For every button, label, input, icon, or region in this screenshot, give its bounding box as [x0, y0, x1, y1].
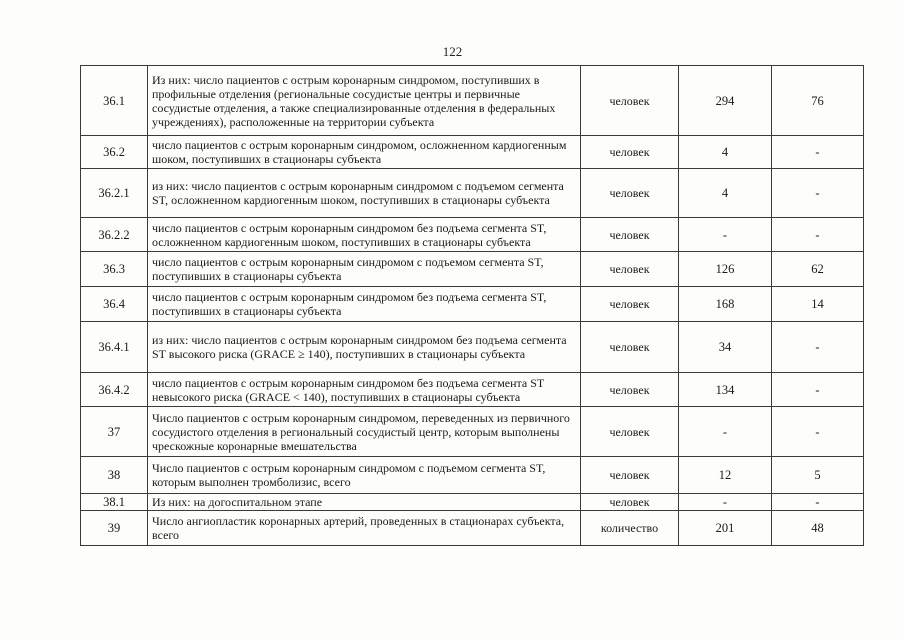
- value-1-cell: -: [679, 407, 772, 457]
- value-2-cell: -: [772, 494, 864, 511]
- value-2-cell: -: [772, 407, 864, 457]
- indicator-description-cell: Число пациентов с острым коронарным синдромом с подъемом сегмента ST, которым выполнен тромболизис, всего: [148, 457, 581, 494]
- value-2-cell: -: [772, 322, 864, 373]
- row-number-cell: 36.4: [81, 287, 148, 322]
- unit-cell: человек: [581, 252, 679, 287]
- row-number-cell: 38: [81, 457, 148, 494]
- indicator-description-cell: Из них: на догоспитальном этапе: [148, 494, 581, 511]
- statistics-table-body: [81, 66, 864, 546]
- value-1-cell: 168: [679, 287, 772, 322]
- unit-cell: человек: [581, 457, 679, 494]
- unit-cell: человек: [581, 218, 679, 252]
- value-2-cell: -: [772, 218, 864, 252]
- indicator-description-cell: из них: число пациентов с острым коронарным синдромом без подъема сегмента ST высокого риска (GRACE ≥ 140), поступивших в стационары субъекта: [148, 322, 581, 373]
- unit-cell: человек: [581, 322, 679, 373]
- value-1-cell: -: [679, 218, 772, 252]
- table-row: [81, 66, 864, 136]
- unit-cell: человек: [581, 169, 679, 218]
- value-1-cell: 201: [679, 511, 772, 546]
- value-1-cell: 4: [679, 136, 772, 169]
- unit-cell: человек: [581, 373, 679, 407]
- table-row: [81, 169, 864, 218]
- indicator-description-cell: Число пациентов с острым коронарным синдромом, переведенных из первичного сосудистого отделения в региональный сосудистый центр, которым выполнены чрескожные коронарные вмешательства: [148, 407, 581, 457]
- table-row: [81, 287, 864, 322]
- indicator-description-cell: Из них: число пациентов с острым коронарным синдромом, поступивших в профильные отделения (региональные сосудистые центры и первичные сосудистые отделения, а также специализированные отделения в федеральных учреждениях), расположенные на территории субъекта: [148, 66, 581, 136]
- table-row: [81, 494, 864, 511]
- row-number-cell: 37: [81, 407, 148, 457]
- row-number-cell: 36.2: [81, 136, 148, 169]
- row-number-cell: 36.3: [81, 252, 148, 287]
- row-number-cell: 36.4.1: [81, 322, 148, 373]
- row-number-cell: 36.2.2: [81, 218, 148, 252]
- table-row: [81, 373, 864, 407]
- unit-cell: человек: [581, 287, 679, 322]
- table-row: [81, 252, 864, 287]
- row-number-cell: 36.2.1: [81, 169, 148, 218]
- table-row: [81, 322, 864, 373]
- table-row: [81, 218, 864, 252]
- indicator-description-cell: число пациентов с острым коронарным синдромом без подъема сегмента ST, осложненном кардиогенным шоком, поступивших в стационары субъекта: [148, 218, 581, 252]
- value-2-cell: 5: [772, 457, 864, 494]
- unit-cell: человек: [581, 407, 679, 457]
- indicator-description-cell: число пациентов с острым коронарным синдромом без подъема сегмента ST невысокого риска (GRACE < 140), поступивших в стационары субъекта: [148, 373, 581, 407]
- table-row: [81, 511, 864, 546]
- value-1-cell: 126: [679, 252, 772, 287]
- unit-cell: человек: [581, 66, 679, 136]
- value-1-cell: 34: [679, 322, 772, 373]
- value-1-cell: 12: [679, 457, 772, 494]
- row-number-cell: 39: [81, 511, 148, 546]
- unit-cell: человек: [581, 136, 679, 169]
- page-number: 122: [442, 44, 463, 59]
- value-1-cell: -: [679, 494, 772, 511]
- row-number-cell: 38.1: [81, 494, 148, 511]
- indicator-description-cell: из них: число пациентов с острым коронарным синдромом с подъемом сегмента ST, осложненном кардиогенным шоком, поступивших в стационары субъекта: [148, 169, 581, 218]
- indicator-description-cell: число пациентов с острым коронарным синдромом без подъема сегмента ST, поступивших в стационары субъекта: [148, 287, 581, 322]
- indicator-description-cell: число пациентов с острым коронарным синдромом, осложненном кардиогенным шоком, поступивших в стационары субъекта: [148, 136, 581, 169]
- value-1-cell: 4: [679, 169, 772, 218]
- statistics-table: [80, 65, 864, 546]
- value-2-cell: -: [772, 373, 864, 407]
- value-2-cell: 14: [772, 287, 864, 322]
- value-2-cell: 62: [772, 252, 864, 287]
- value-2-cell: -: [772, 169, 864, 218]
- value-2-cell: -: [772, 136, 864, 169]
- table-row: [81, 407, 864, 457]
- value-1-cell: 134: [679, 373, 772, 407]
- indicator-description-cell: Число ангиопластик коронарных артерий, проведенных в стационарах субъекта, всего: [148, 511, 581, 546]
- unit-cell: количество: [581, 511, 679, 546]
- value-2-cell: 76: [772, 66, 864, 136]
- indicator-description-cell: число пациентов с острым коронарным синдромом с подъемом сегмента ST, поступивших в стационары субъекта: [148, 252, 581, 287]
- row-number-cell: 36.4.2: [81, 373, 148, 407]
- row-number-cell: 36.1: [81, 66, 148, 136]
- value-2-cell: 48: [772, 511, 864, 546]
- table-row: [81, 136, 864, 169]
- unit-cell: человек: [581, 494, 679, 511]
- table-row: [81, 457, 864, 494]
- value-1-cell: 294: [679, 66, 772, 136]
